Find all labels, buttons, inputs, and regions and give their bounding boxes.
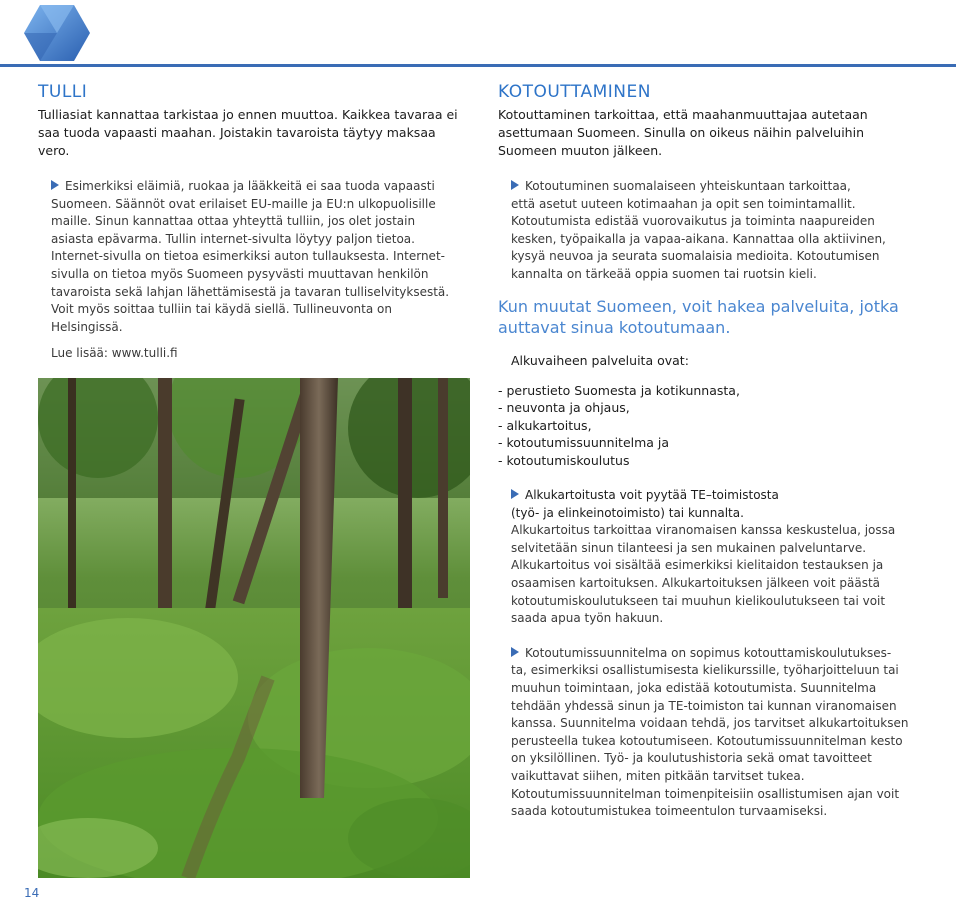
list-item: - perustieto Suomesta ja kotikunnasta, [498, 382, 740, 398]
kotouttaminen-bullet-3 [498, 645, 918, 821]
tulli-heading: TULLI [38, 82, 88, 102]
tulli-section [38, 82, 458, 360]
bullet3-first: Kotoutumissuunnitelma on sopimus kotouttamiskoulutukses- [525, 645, 892, 660]
bullet1-rest: että asetut uuteen kotimaahan ja opit sen toimintamallit. Kotoutumista edistää vuorovaikutus ja toiminta naapureiden kesken, työpaikalla ja vapaa-aikana. Kannattaa olla aktiivinen, kysyä neuvoa ja seurata suomalaisia medioita. Kotoutumisen kannalta on tärkeää oppia suomen tai ruotsin kieli. [511, 196, 886, 281]
bullet2-rest: Alkukartoitus tarkoittaa viranomaisen kanssa keskustelua, jossa selvitetään sinun tilanteesi ja sen mukainen palveluntarve. Alkukartoitus voi sisältää esimerkiksi kielitaidon testauksen ja osaamisen kartoituksen. Alkukartoituksen jälkeen voit päästä kotoutumiskoulutukseen tai muuhun kielikoulutukseen tai voit saada apua työn hakuun. [511, 523, 896, 626]
triangle-bullet-icon [511, 180, 519, 190]
list-item: - kotoutumiskoulutus [498, 452, 630, 468]
tulli-bullet-rest: Suomeen. Säännöt ovat erilaiset EU-maille ja EU:n ulkopuolisille maille. Sinun kannattaa ottaa yhteyttä tulliin, jos olet jostain asiasta epävarma. Tullin internet-sivulta löytyy paljon tietoa. Internet-sivulla on tietoa esimerkiksi auton tullauksesta. Internet-sivulla on tietoa myös Suomeen pysyvästi muuttavan henkilön tavaroista sekä lahjan lähettämisestä ja tavaran tulliselvityksestä. Voit myös soittaa tulliin tai käydä siellä. Tullineuvonta on Helsingissä. [51, 196, 450, 334]
forest-photo [38, 378, 470, 878]
tulli-intro: Tulliasiat kannattaa tarkistaa jo ennen muuttoa. Kaikkea tavaraa ei saa tuoda vapaasti maahan. Joistakin tavaroista täytyy maksaa vero. [38, 107, 458, 158]
tulli-bullet-first: Esimerkiksi eläimiä, ruokaa ja lääkkeitä ei saa tuoda vapaasti [65, 179, 435, 193]
list-item: - alkukartoitus, [498, 417, 592, 433]
kotouttaminen-bullet-1 [498, 178, 918, 284]
services-list [498, 382, 918, 470]
logo-hexagon-icon [24, 4, 90, 62]
bullet2-first: Alkukartoitusta voit pyytää TE–toimistosta [525, 488, 779, 503]
kotouttaminen-subheading: Kun muutat Suomeen, voit hakea palveluita, jotka auttavat sinua kotoutumaan. [498, 296, 899, 337]
list-item: - neuvonta ja ohjaus, [498, 400, 630, 416]
triangle-bullet-icon [51, 180, 59, 190]
kotouttaminen-section [498, 82, 918, 821]
tulli-bullet [38, 178, 458, 336]
page-number: 14 [24, 886, 40, 900]
bullet3-rest: ta, esimerkiksi osallistumisesta kielikurssille, työharjoitteluun tai muuhun toimintaan, joka edistää kotoutumista. Suunnitelma tehdään yhdessä sinun ja TE-toimiston tai kunnan viranomaisen kanssa. Suunnitelma voidaan tehdä, jos tarvitset alkukartoituksen perusteella tukea kotoutumiseen. Kotoutumissuunnitelman kesto on yksilöllinen. Työ- ja koulutushistoria sekä omat tavoitteet vaikuttavat siihen, miten pitkään tarvitset tukea. Kotoutumissuunnitelman toimenpiteisiin osallistumisen ajan voit saada kotoutumistukea toimeentulon turvaamiseksi. [511, 663, 909, 819]
triangle-bullet-icon [511, 647, 519, 657]
bullet2-second: (työ- ja elinkeinotoimisto) tai kunnalta. [511, 505, 744, 520]
header-rule [0, 64, 956, 67]
bullet1-first: Kotoutuminen suomalaiseen yhteiskuntaan tarkoittaa, [525, 179, 851, 193]
list-item: - kotoutumissuunnitelma ja [498, 435, 670, 451]
kotouttaminen-bullet-2 [498, 487, 918, 628]
triangle-bullet-icon [511, 489, 519, 499]
services-label: Alkuvaiheen palveluita ovat: [511, 352, 689, 368]
kotouttaminen-heading: KOTOUTTAMINEN [498, 82, 651, 102]
tulli-more-link[interactable]: Lue lisää: www.tulli.fi [51, 346, 178, 361]
kotouttaminen-intro: Kotouttaminen tarkoittaa, että maahanmuuttajaa autetaan asettumaan Suomeen. Sinulla on oikeus näihin palveluihin Suomeen muuton jälkeen. [498, 107, 868, 158]
